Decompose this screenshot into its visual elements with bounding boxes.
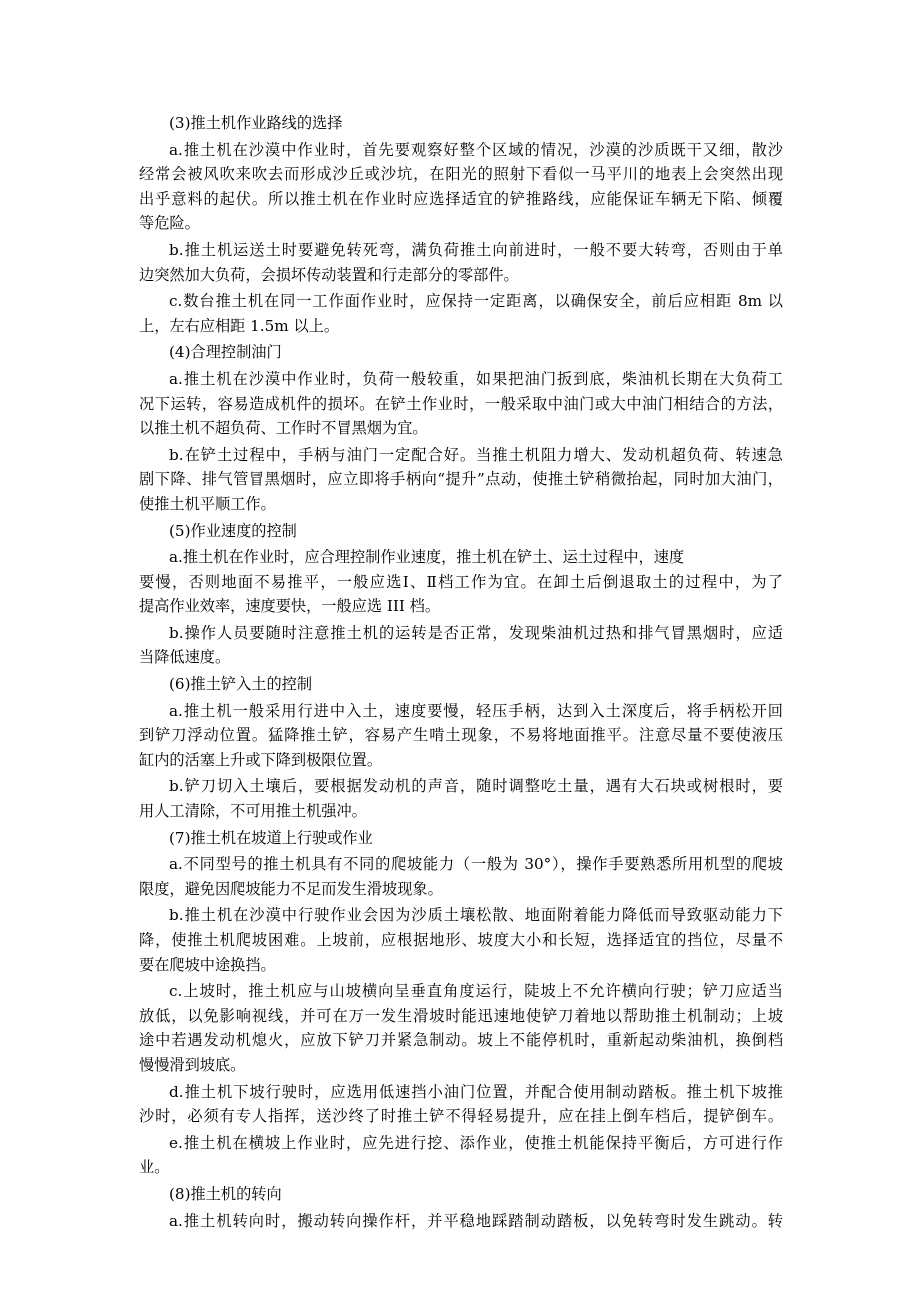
paragraph-line: 用人工清除，不可用推土机强冲。	[139, 802, 367, 821]
paragraph-start-line: d.推土机下坡行驶时，应选用低速挡小油门位置，并配合使用制动踏板。推土机下坡推	[169, 1082, 783, 1101]
paragraph-line: 要慢，否则地面不易推平，一般应选Ⅰ、Ⅱ档工作为宜。在卸土后倒退取土的过程中，为了	[139, 572, 783, 591]
paragraph-start-line: b.铲刀切入土壤后，要根据发动机的声音，随时调整吃土量，遇有大石块或树根时，要	[169, 777, 783, 796]
paragraph-line: 使推土机平顺工作。	[139, 494, 276, 513]
paragraph-line: 上，左右应相距 1.5m 以上。	[139, 316, 340, 335]
paragraph-line: 降，使推土机爬坡困难。上坡前，应根据地形、坡度大小和长短，选择适宜的挡位，尽量不	[139, 931, 783, 949]
paragraph-start-line: a.推土机在沙漠中作业时，负荷一般较重，如果把油门扳到底，柴油机长期在大负荷工	[169, 369, 783, 388]
paragraph-line: 边突然加大负荷，会损坏传动装置和行走部分的零部件。	[139, 265, 519, 284]
paragraph-start-line: b.操作人员要随时注意推土机的运转是否正常，发现柴油机过热和排气冒黑烟时，应适	[169, 623, 783, 642]
paragraph-line: 缸内的活塞上升或下降到极限位置。	[139, 750, 382, 769]
paragraph-start-line: b.在铲土过程中，手柄与油门一定配合好。当推土机阻力增大、发动机超负荷、转速急	[169, 445, 783, 464]
paragraph-line: 放低，以免影响视线，并可在万一发生滑坡时能迅速地使铲刀着地以帮助推土机制动；上坡	[139, 1006, 783, 1025]
paragraph-line: 当降低速度。	[139, 648, 231, 667]
paragraph-line: 慢慢滑到坡底。	[139, 1055, 246, 1074]
paragraph-start-line: a.不同型号的推土机具有不同的爬坡能力（一般为 30°），操作手要熟悉所用机型的爬坡	[169, 855, 783, 874]
paragraph-start-line: (3)推土机作业路线的选择	[169, 114, 343, 132]
paragraph-start-line: (8)推土机的转向	[169, 1184, 282, 1203]
document-body	[139, 111, 783, 1233]
paragraph-line: 限度，避免因爬坡能力不足而发生滑坡现象。	[139, 879, 443, 898]
paragraph-start-line: (4)合理控制油门	[169, 343, 282, 362]
paragraph-line: 剧下降、排气管冒黑烟时，应立即将手柄向“提升”点动，使推土铲稍微抬起，同时加大油门，	[139, 470, 783, 489]
paragraph-line: 等危险。	[139, 214, 200, 233]
paragraph-start-line: a.推土机转向时，搬动转向操作杆，并平稳地踩踏制动踏板，以免转弯时发生跳动。转	[169, 1211, 783, 1230]
paragraph-start-line: a.推土机一般采用行进中入土，速度要慢，轻压手柄，达到入土深度后，将手柄松开回	[169, 701, 783, 720]
paragraph-line: 出乎意料的起伏。所以推土机在作业时应选择适宜的铲推路线，应能保证车辆无下陷、倾覆	[139, 189, 783, 208]
paragraph-start-line: c.数台推土机在同一工作面作业时，应保持一定距离，以确保安全，前后应相距 8m 以	[169, 292, 783, 311]
paragraph-start-line: (5)作业速度的控制	[169, 521, 297, 540]
paragraph-line: 到铲刀浮动位置。猛降推土铲，容易产生啃土现象，不易将地面推平。注意尽量不要使液压	[139, 726, 783, 745]
paragraph-start-line: (7)推土机在坡道上行驶或作业	[169, 828, 373, 847]
paragraph-start-line: a.推土机在作业时，应合理控制作业速度，推土机在铲土、运土过程中，速度	[169, 548, 685, 567]
paragraph-line: 沙时，必须有专人指挥，送沙终了时推土铲不得轻易提升，应在挂上倒车档后，提铲倒车。	[139, 1107, 783, 1126]
paragraph-line: 业。	[139, 1158, 170, 1177]
paragraph-line: 要在爬坡中途换挡。	[139, 955, 276, 974]
paragraph-start-line: a.推土机在沙漠中作业时，首先要观察好整个区域的情况，沙漠的沙质既干又细，散沙	[169, 140, 783, 159]
paragraph-start-line: e.推土机在横坡上作业时，应先进行挖、添作业，使推土机能保持平衡后，方可进行作	[169, 1133, 783, 1152]
paragraph-line: 提高作业效率，速度要快，一般应选 III 档。	[139, 597, 441, 616]
paragraph-line: 以推土机不超负荷、工作时不冒黑烟为宜。	[139, 419, 428, 438]
paragraph-start-line: (6)推土铲入土的控制	[169, 675, 313, 694]
paragraph-line: 经常会被风吹来吹去而形成沙丘或沙坑，在阳光的照射下看似一马平川的地表上会突然出现	[139, 165, 783, 184]
paragraph-start-line: b.推土机在沙漠中行驶作业会因为沙质土壤松散、地面附着能力降低而导致驱动能力下	[169, 906, 783, 925]
paragraph-line: 途中若遇发动机熄火，应放下铲刀并紧急制动。坡上不能停机时，重新起动柴油机，换倒档	[139, 1031, 783, 1050]
paragraph-start-line: c.上坡时，推土机应与山坡横向呈垂直角度运行，陡坡上不允许横向行驶；铲刀应适当	[169, 982, 783, 1001]
paragraph-line: 况下运转，容易造成机件的损坏。在铲土作业时，一般采取中油门或大中油门相结合的方法，	[139, 394, 783, 413]
paragraph-start-line: b.推土机运送土时要避免转死弯，满负荷推土向前进时，一般不要大转弯，否则由于单	[169, 240, 783, 259]
